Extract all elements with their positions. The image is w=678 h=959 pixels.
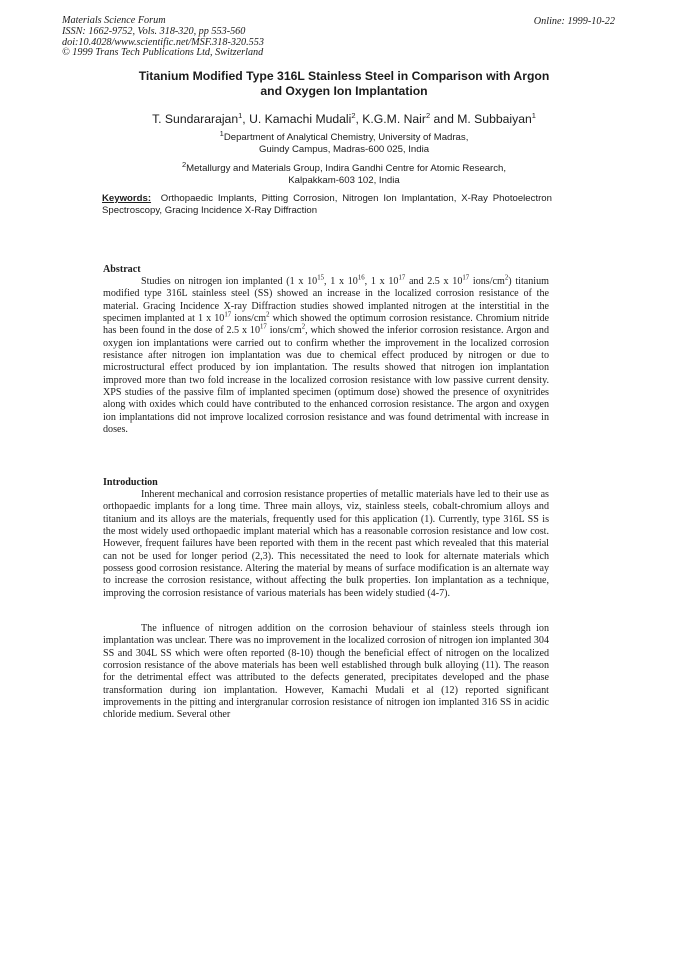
abstract-text: , which showed the inferior corrosion resistance. Argon and oxygen ion implantations were carried out to confirm whether the improvement in the localized corrosion resistance after nitrogen ion implantation was due to chemical effect produced by nitrogen or due to microstructural effect produced by ion implantation. The results showed that nitrogen ion implantation improved more than two fold increase in the localized corrosion resistance with low passive current density. XPS studies of the passive film of implanted specimen (optimum dose) showed the presence of oxynitrides along with oxides which could have contributed to the enhanced corrosion resistance. The argon and oxygen ion implantations did not improve localized corrosion resistance and was found detrimental with increase in doses. bbox=[103, 325, 549, 436]
affiliation-text: Department of Analytical Chemistry, University of Madras, bbox=[223, 132, 469, 144]
author-name: K.G.M. Nair bbox=[362, 112, 426, 127]
abstract-text: ) titanium modified type 316L stainless steel (SS) showed an increase in the localized corrosion resistance of the material. Gracing Incidence X-ray Diffraction studies showed implanted nitrogen at the interstitial in the specimen implanted at 1 x 10 bbox=[103, 276, 549, 325]
exponent: 2 bbox=[266, 311, 270, 319]
abstract-heading: Abstract bbox=[103, 264, 141, 275]
exponent: 17 bbox=[224, 311, 232, 319]
affiliation-2 bbox=[60, 159, 628, 188]
affiliation-mark: 2 bbox=[425, 111, 431, 120]
abstract-text: ions/cm bbox=[231, 313, 267, 325]
abstract-text: which showed the optimum corrosion resistance. Chromium nitride has been found in the dose of 2.5 x 10 bbox=[103, 313, 549, 337]
author-separator: and bbox=[430, 112, 458, 127]
author-name: M. Subbaiyan bbox=[457, 112, 532, 127]
affiliation-address: Kalpakkam-603 102, India bbox=[288, 175, 400, 187]
keywords-text: Orthopaedic Implants, Pitting Corrosion, Nitrogen Ion Implantation, X-Ray Photoelectron Spectroscopy, Gracing Incidence X-Ray Diffraction bbox=[102, 193, 552, 217]
paper-title bbox=[70, 69, 618, 98]
introduction-paragraph-2 bbox=[103, 623, 549, 722]
paragraph-text: The influence of nitrogen addition on the corrosion behaviour of stainless steels through ion implantation was unclear. There was no improvement in the localized corrosion of nitrogen ion implanted 304 SS and 304L SS which were often reported (8-10) though the beneficial effect of nitrogen on the localized corrosion resistance of the above materials has been well established through bulk alloying (11). The reason for the detrimental effect was attributed to the defects generated, precipitates developed and the phase transformation during ion implantation. However, Kamachi Mudali et al (12) reported significant improvements in the pitting and intergranular corrosion resistance of nitrogen ion implanted 316 SS in acidic chloride medium. Several other bbox=[103, 623, 549, 721]
author-name: T. Sundararajan bbox=[152, 112, 239, 127]
keywords-label: Keywords: bbox=[102, 193, 152, 204]
author-list bbox=[60, 111, 628, 126]
affiliation-text: Metallurgy and Materials Group, Indira Gandhi Centre for Atomic Research, bbox=[186, 163, 507, 175]
affiliation-address: Guindy Campus, Madras-600 025, India bbox=[258, 144, 430, 156]
exponent: 16 bbox=[357, 274, 365, 282]
affiliation-mark: 2 bbox=[181, 160, 187, 169]
abstract-text: and 2.5 x 10 bbox=[405, 276, 463, 287]
author-separator: , bbox=[242, 112, 250, 127]
affiliation-1 bbox=[60, 128, 628, 157]
affiliation-mark: 1 bbox=[238, 111, 243, 120]
journal-header bbox=[62, 16, 264, 59]
abstract-text: Studies on nitrogen ion implanted (1 x 10 bbox=[141, 276, 318, 287]
exponent: 17 bbox=[260, 324, 267, 332]
affiliation-line bbox=[60, 128, 628, 144]
title-line-2: and Oxygen Ion Implantation bbox=[260, 83, 428, 98]
journal-copyright: © 1999 Trans Tech Publications Ltd, Switzerland bbox=[62, 47, 264, 59]
author-separator: , bbox=[355, 112, 363, 127]
exponent: 17 bbox=[462, 274, 470, 282]
abstract-body bbox=[103, 276, 549, 436]
affiliation-line bbox=[60, 159, 628, 175]
abstract-text: , 1 x 10 bbox=[364, 276, 399, 287]
exponent: 17 bbox=[398, 274, 406, 282]
online-date: Online: 1999-10-22 bbox=[533, 16, 615, 27]
journal-issn: ISSN: 1662-9752, Vols. 318-320, pp 553-560 bbox=[62, 25, 246, 37]
affiliation-mark: 2 bbox=[351, 111, 356, 120]
abstract-text: ions/cm bbox=[266, 325, 302, 337]
keywords-block bbox=[102, 193, 552, 218]
exponent: 2 bbox=[301, 324, 306, 332]
author-name: U. Kamachi Mudali bbox=[249, 112, 352, 127]
exponent: 15 bbox=[317, 274, 324, 282]
abstract-text: ions/cm bbox=[469, 276, 505, 287]
affiliation-mark: 1 bbox=[219, 129, 224, 138]
affiliation-mark: 1 bbox=[531, 111, 536, 120]
paragraph-text: Inherent mechanical and corrosion resistance properties of metallic materials have led to their use as orthopaedic implants for a long time. Three main alloys, viz, stainless steels, cobalt-chromium alloys and titanium and its alloys are the materials, frequently used for this application (1). Currently, type 316L SS is the most widely used orthopaedic implant material which has a reasonable corrosion resistance and low cost. However, frequent failures have been reported with them in the recent past which revealed that this material can not be used for longer period (2,3). This necessitated the need to look for alternate materials which possess good corrosion resistance. Altering the material by means of surface modification is an alternate way to increase the corrosion resistance, without affecting the bulk properties. Ion implantation as a technique, improving the corrosion resistance of various materials has been widely studied (4-7). bbox=[103, 489, 549, 599]
introduction-paragraph-1 bbox=[103, 489, 549, 600]
journal-doi[interactable]: doi:10.4028/www.scientific.net/MSF.318-320.553 bbox=[62, 36, 264, 48]
title-line-1: Titanium Modified Type 316L Stainless Steel in Comparison with Argon bbox=[138, 69, 550, 83]
abstract-text: , 1 x 10 bbox=[324, 276, 358, 287]
journal-name: Materials Science Forum bbox=[62, 15, 166, 26]
introduction-heading: Introduction bbox=[103, 477, 158, 488]
exponent: 2 bbox=[504, 274, 509, 282]
